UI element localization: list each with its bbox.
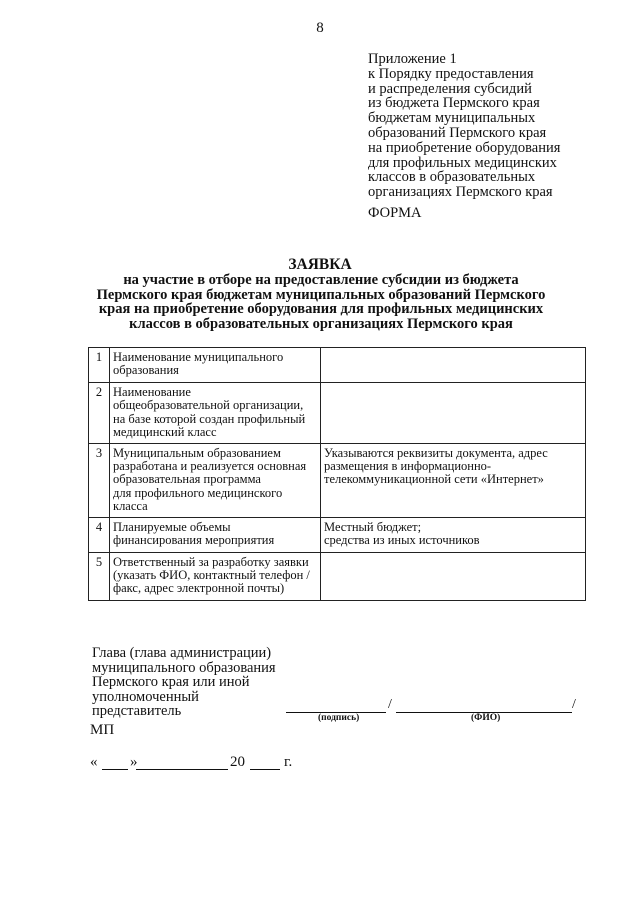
row-number: 3 [89, 443, 110, 517]
subtitle-line: края на приобретение оборудования для профильных медицинских [98, 301, 544, 317]
date-line [90, 754, 293, 771]
row-number: 5 [89, 552, 110, 600]
document-subtitle [60, 273, 582, 331]
row-name-line: класса [113, 499, 148, 514]
signature-caption: (подпись) [318, 713, 360, 723]
appendix-line: бюджетам муниципальных [368, 110, 536, 127]
fio-caption: (ФИО) [471, 713, 501, 723]
year-prefix: 20 [230, 754, 245, 770]
table-row [89, 348, 586, 383]
appendix-line: для профильных медицинских [368, 154, 557, 171]
subtitle-line: на участие в отборе на предоставление субсидии из бюджета [123, 272, 519, 288]
row-name-line: для профильного медицинского [113, 485, 283, 500]
row-number: 2 [89, 383, 110, 444]
row-name-line: Ответственный за разработку заявки [113, 554, 309, 569]
fio-slash: / [572, 697, 576, 712]
signer-title [92, 646, 276, 719]
month-blank [136, 769, 228, 770]
year-suffix: г. [284, 754, 293, 770]
signer-line: представитель [92, 703, 182, 720]
appendix-line: и распределения субсидий [368, 80, 532, 97]
application-table [88, 347, 586, 601]
table-row [89, 443, 586, 517]
subtitle-line: Пермского края бюджетам муниципальных образований Пермского [96, 286, 546, 303]
row-name-line: (указать ФИО, контактный телефон / [113, 568, 310, 583]
document-title: ЗАЯВКА [288, 256, 352, 273]
row-value-line: средства из иных источников [324, 533, 480, 548]
appendix-line: классов в образовательных [368, 169, 536, 186]
appendix-line: к Порядку предоставления [368, 65, 534, 82]
row-name-cell [110, 348, 321, 383]
row-number: 4 [89, 517, 110, 552]
row-value-line: размещения в информационно- [324, 459, 492, 474]
table-row [89, 383, 586, 444]
signer-line: уполномоченный [92, 688, 199, 705]
row-name-line: финансирования мероприятия [113, 533, 275, 548]
date-open-quote: « [90, 754, 98, 770]
row-value-line: Местный бюджет; [324, 519, 422, 534]
page-number: 8 [316, 20, 324, 36]
signer-line: Пермского края или иной [92, 674, 250, 691]
signer-line: муниципального образования [92, 659, 276, 676]
row-value-line: телекоммуникационной сети «Интернет» [324, 472, 544, 487]
row-value-cell[interactable] [321, 383, 586, 444]
row-value-cell[interactable] [321, 552, 586, 600]
row-name-cell [110, 517, 321, 552]
row-name-line: образования [113, 363, 179, 378]
row-value-cell[interactable] [321, 348, 586, 383]
form-label: ФОРМА [368, 205, 422, 221]
appendix-heading [368, 52, 608, 200]
row-name-line: на базе которой создан профильный [113, 411, 306, 426]
stamp-label: МП [90, 722, 115, 738]
signer-line: Глава (глава администрации) [92, 645, 272, 661]
row-name-line: Наименование муниципального [113, 350, 284, 364]
row-name-line: Муниципальным образованием [113, 445, 281, 460]
row-name-line: общеобразовательной организации, [113, 398, 304, 413]
year-blank [250, 769, 280, 770]
row-name-line: разработана и реализуется основная [113, 459, 307, 474]
appendix-line: образований Пермского края [368, 124, 547, 141]
day-blank [102, 769, 128, 770]
row-value-cell[interactable] [321, 517, 586, 552]
appendix-line: Приложение 1 [368, 51, 457, 67]
row-name-cell [110, 383, 321, 444]
appendix-line: на приобретение оборудования [368, 139, 561, 156]
row-name-line: медицинский класс [113, 425, 217, 440]
table-row [89, 517, 586, 552]
row-name-line: Планируемые объемы [113, 519, 231, 534]
appendix-line: из бюджета Пермского края [368, 95, 540, 112]
date-close-quote: » [130, 754, 138, 770]
row-value-line: Указываются реквизиты документа, адрес [324, 445, 548, 460]
subtitle-line: классов в образовательных организациях Пермского края [129, 315, 513, 332]
row-name-cell [110, 443, 321, 517]
row-name-line: Наименование [113, 385, 191, 399]
row-number: 1 [89, 348, 110, 383]
row-name-cell [110, 552, 321, 600]
row-name-line: образовательная программа [113, 472, 261, 487]
row-name-line: факс, адрес электронной почты) [113, 581, 285, 596]
row-value-cell[interactable] [321, 443, 586, 517]
table-row [89, 552, 586, 600]
appendix-line: организациях Пермского края [368, 184, 553, 201]
signature-slash: / [388, 697, 392, 712]
